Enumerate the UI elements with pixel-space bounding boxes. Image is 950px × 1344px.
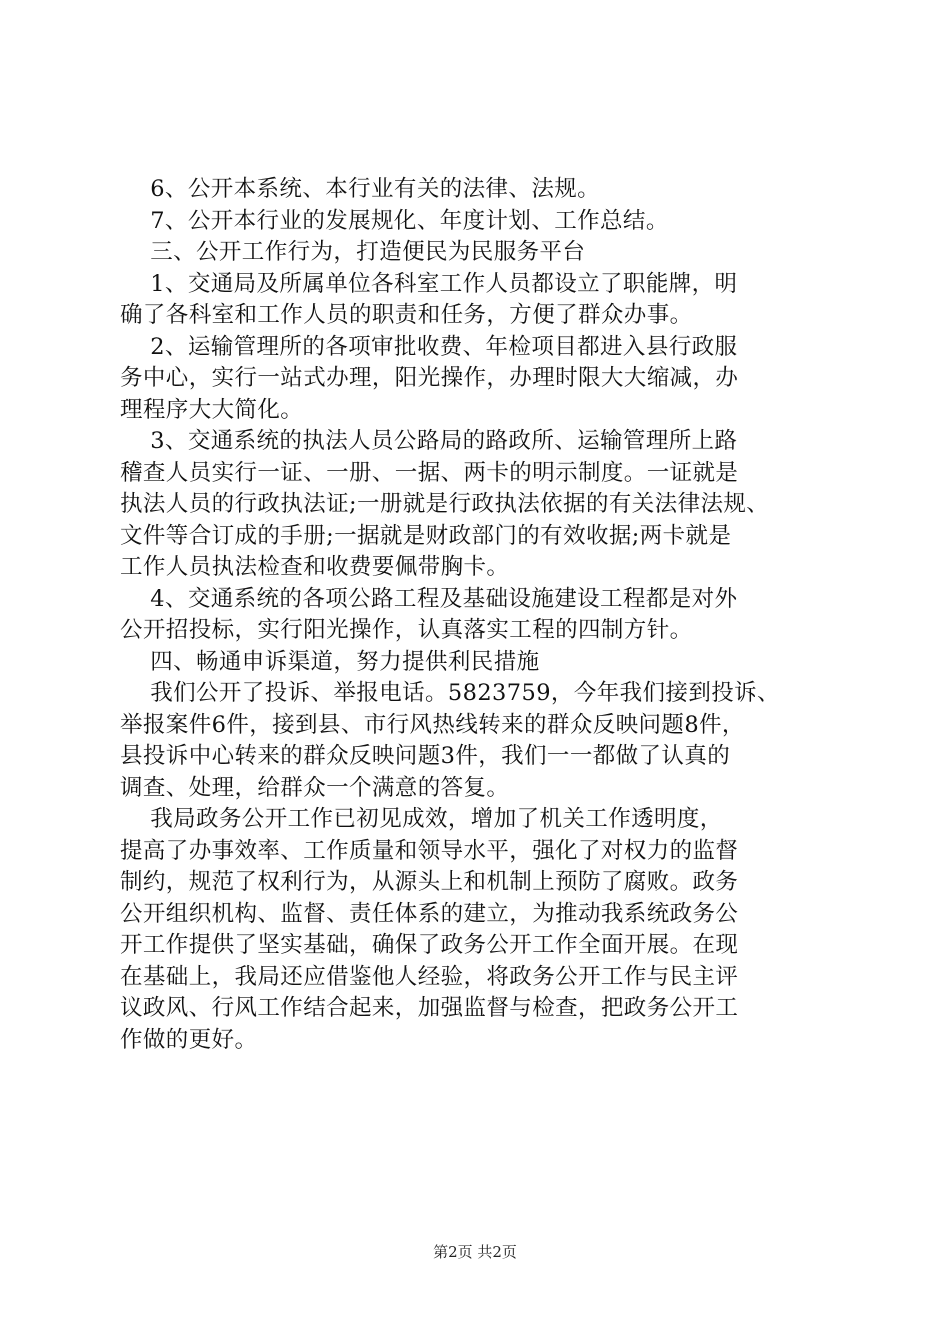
text-line: 3、交通系统的执法人员公路局的路政所、运输管理所上路 — [120, 428, 738, 454]
text-line: 7、公开本行业的发展规化、年度计划、工作总结。 — [120, 207, 669, 234]
text-line: 工作人员执法检查和收费要佩带胸卡。 — [120, 554, 510, 580]
text-line: 作做的更好。 — [120, 1026, 258, 1053]
text-line: 议政风、行风工作结合起来，加强监督与检查，把政务公开工 — [120, 995, 739, 1021]
text-line: 制约，规范了权利行为，从源头上和机制上预防了腐败。政务 — [120, 869, 739, 895]
text-line: 公开组织机构、监督、责任体系的建立，为推动我系统政务公 — [120, 900, 739, 927]
text-line: 6、公开本系统、本行业有关的法律、法规。 — [120, 176, 601, 202]
text-line: 1、交通局及所属单位各科室工作人员都设立了职能牌，明 — [120, 270, 738, 297]
text-line: 公开招投标，实行阳光操作，认真落实工程的四制方针。 — [120, 617, 693, 643]
text-line: 我们公开了投诉、举报电话。5823759，今年我们接到投诉、 — [120, 680, 780, 706]
text-line: 执法人员的行政执法证;一册就是行政执法依据的有关法律法规、 — [120, 491, 770, 517]
section-heading: 四、畅通申诉渠道，努力提供利民措施 — [120, 648, 540, 675]
text-line: 开工作提供了坚实基础，确保了政务公开工作全面开展。在现 — [120, 932, 739, 958]
body-text — [120, 174, 832, 1056]
text-line: 确了各科室和工作人员的职责和任务，方便了群众办事。 — [120, 302, 693, 328]
section-heading: 三、公开工作行为，打造便民为民服务平台 — [120, 239, 586, 265]
text-line: 理程序大大简化。 — [120, 396, 304, 423]
text-line: 务中心，实行一站式办理，阳光操作，办理时限大大缩减，办 — [120, 365, 739, 391]
text-line: 县投诉中心转来的群众反映问题3件，我们一一都做了认真的 — [120, 743, 731, 769]
text-line: 在基础上，我局还应借鉴他人经验，将政务公开工作与民主评 — [120, 963, 739, 990]
text-line: 调查、处理，给群众一个满意的答复。 — [120, 774, 510, 801]
text-line: 举报案件6件，接到县、市行风热线转来的群众反映问题8件， — [120, 711, 745, 738]
text-line: 文件等合订成的手册;一据就是财政部门的有效收据;两卡就是 — [120, 522, 732, 549]
page-number-footer: 第2页 共2页 — [433, 1243, 517, 1261]
text-line: 稽查人员实行一证、一册、一据、两卡的明示制度。一证就是 — [120, 459, 739, 486]
text-line: 4、交通系统的各项公路工程及基础设施建设工程都是对外 — [120, 585, 738, 612]
text-line: 提高了办事效率、工作质量和领导水平，强化了对权力的监督 — [120, 837, 739, 864]
text-line: 2、运输管理所的各项审批收费、年检项目都进入县行政服 — [120, 333, 738, 360]
text-line: 我局政务公开工作已初见成效，增加了机关工作透明度， — [120, 806, 723, 832]
